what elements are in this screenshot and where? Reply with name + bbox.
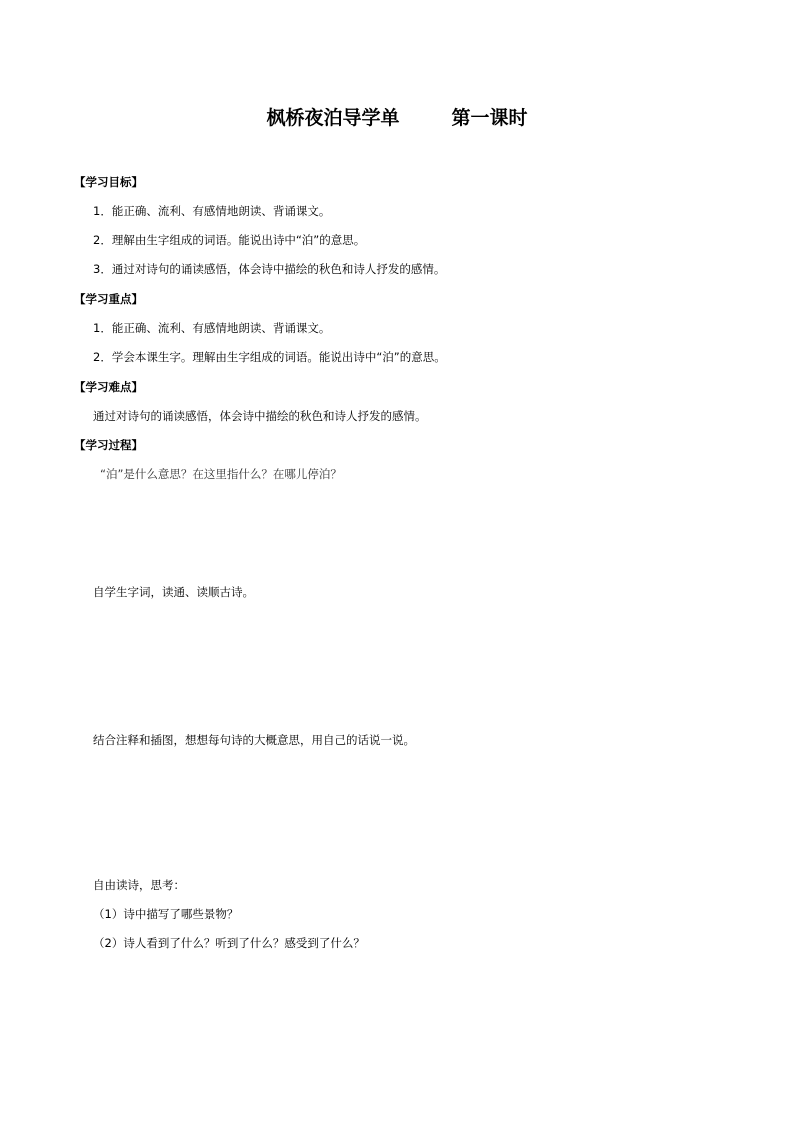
process-question-4-sub-2: （2）诗人看到了什么？听到了什么？感受到了什么？	[93, 936, 365, 950]
process-question-3: 结合注释和插图，想想每句诗的大概意思，用自己的话说一说。	[93, 733, 415, 747]
title-main: 枫桥夜泊导学单	[266, 107, 400, 129]
section-heading-difficulties: 【学习难点】	[74, 380, 143, 394]
title-sub: 第一课时	[451, 107, 528, 129]
process-question-1: “泊”是什么意思？在这里指什么？在哪儿停泊？	[100, 467, 342, 481]
page-title	[0, 104, 794, 132]
section-heading-goals: 【学习目标】	[74, 175, 143, 189]
difficulty-text: 通过对诗句的诵读感悟，体会诗中描绘的秋色和诗人抒发的感情。	[93, 409, 427, 423]
goal-item-3: 3．通过对诗句的诵读感悟，体会诗中描绘的秋色和诗人抒发的感情。	[93, 262, 446, 276]
section-heading-process: 【学习过程】	[74, 438, 143, 452]
section-heading-key-points: 【学习重点】	[74, 292, 143, 306]
key-point-item-2: 2．学会本课生字。理解由生字组成的词语。能说出诗中“泊”的意思。	[93, 350, 446, 364]
process-question-2: 自学生字词，读通、读顺古诗。	[93, 585, 254, 599]
process-question-4-sub-1: （1）诗中描写了哪些景物？	[93, 907, 239, 921]
goal-item-1: 1．能正确、流利、有感情地朗读、背诵课文。	[93, 204, 331, 218]
process-question-4: 自由读诗，思考：	[93, 878, 185, 892]
goal-item-2: 2．理解由生字组成的词语。能说出诗中“泊”的意思。	[93, 233, 366, 247]
key-point-item-1: 1．能正确、流利、有感情地朗读、背诵课文。	[93, 321, 331, 335]
